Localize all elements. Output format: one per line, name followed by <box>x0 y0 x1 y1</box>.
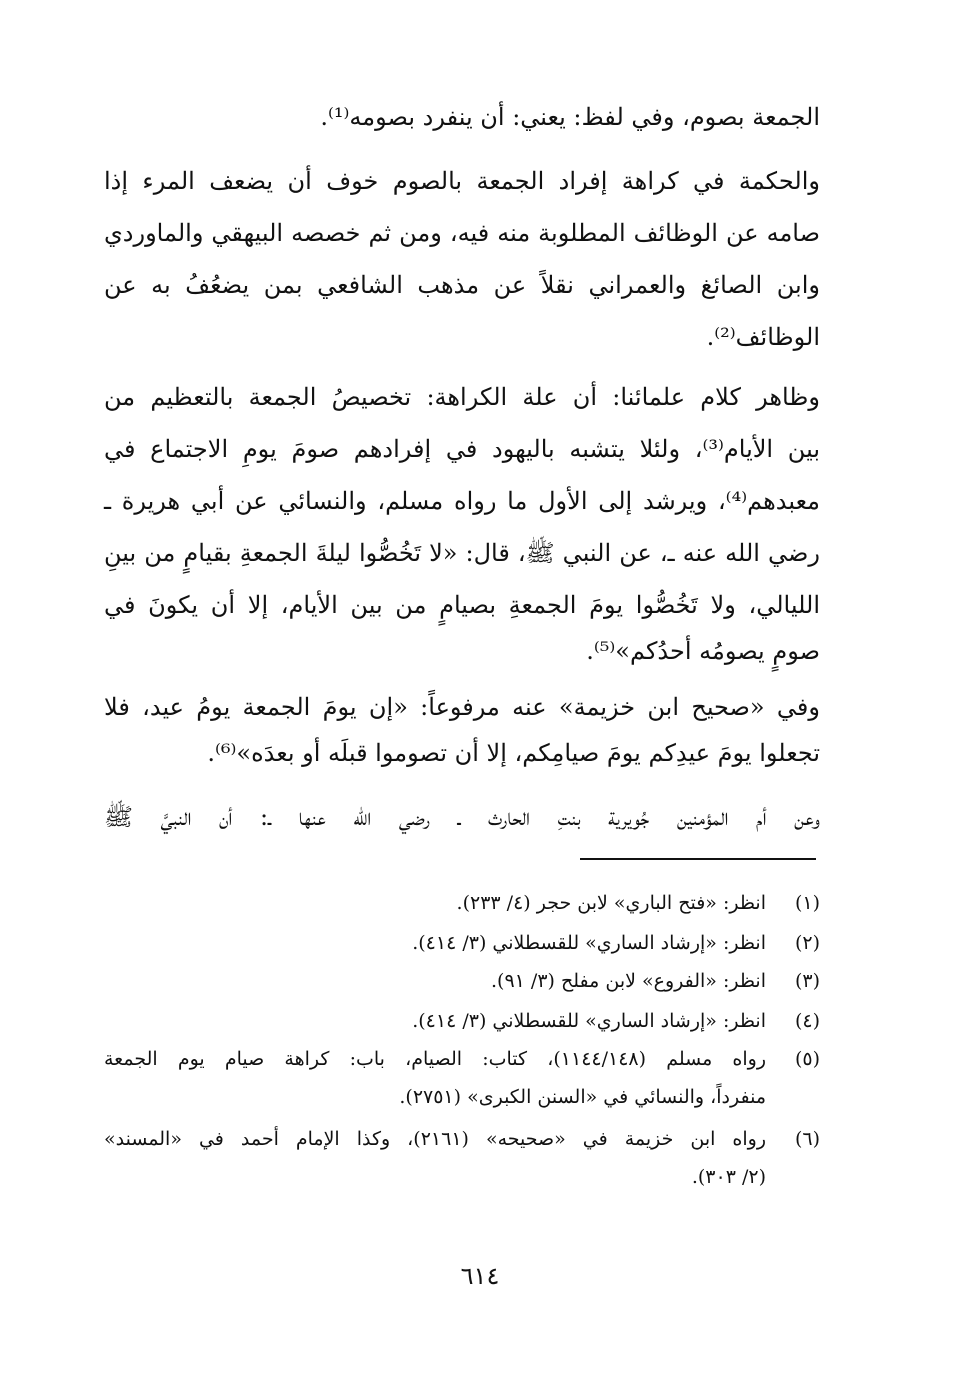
body-line: معبدهم⁽⁴⁾، ويرشد إلى الأول ما رواه مسلم، والنسائي عن أبي هريرة ـ <box>104 487 820 515</box>
footnote-text: منفرداً، والنسائي في «السنن الكبرى» (٢٧٥١). <box>399 1086 766 1108</box>
footnote-text: رواه مسلم (١١٤٤/١٤٨)، كتاب: الصيام، باب: كراهة صيام يوم الجمعة <box>104 1048 766 1070</box>
footnote-separator <box>580 858 816 860</box>
body-line: وعن أم المؤمنين جُويرية بنتِ الحارث ـ رضي الله عنها ـ: أن النبيَّ ﷺ <box>104 803 820 831</box>
footnote-text: انظر: «الفروع» لابن مفلح (٣/ ٩١). <box>490 970 766 992</box>
footnote-text: انظر: «إرشاد الساري» للقسطلاني (٣/ ٤١٤). <box>412 1010 766 1032</box>
body-line: تجعلوا يومَ عيدِكم يومَ صيامِكم، إلا أن تصوموا قبلَه أو بعدَه»⁽⁶⁾. <box>207 739 820 767</box>
body-line: الوظائف⁽²⁾. <box>706 323 820 351</box>
footnote-number: (٢) <box>794 932 820 954</box>
footnote-number: (١) <box>794 892 820 914</box>
body-line: الجمعة بصوم، وفي لفظ: يعني: أن ينفرد بصومه⁽¹⁾. <box>320 103 820 131</box>
footnote-text: انظر: «إرشاد الساري» للقسطلاني (٣/ ٤١٤). <box>412 932 766 954</box>
body-line: رضي الله عنه ـ، عن النبي ﷺ، قال: «لا تَخُصُّوا ليلةَ الجمعةِ بقيامٍ من بينِ <box>104 539 820 567</box>
footnote-number: (٣) <box>794 970 820 992</box>
footnote-number: (٥) <box>794 1048 820 1070</box>
footnote-text: انظر: «فتح الباري» لابن حجر (٤/ ٢٣٣). <box>456 892 766 914</box>
footnote-text: (٢/ ٣٠٣). <box>691 1166 766 1188</box>
footnote-number: (٦) <box>794 1128 820 1150</box>
body-line: وفي «صحيح ابن خزيمة» عنه مرفوعاً: «إن يومَ الجمعة يومُ عيد، فلا <box>104 693 820 721</box>
body-line: وابن الصائغ والعمراني نقلاً عن مذهب الشافعي بمن يضعُفُ به عن <box>104 271 820 299</box>
footnote-number: (٤) <box>794 1010 820 1032</box>
body-line: والحكمة في كراهة إفراد الجمعة بالصوم خوف أن يضعف المرء إذا <box>104 167 820 195</box>
body-line: بين الأيام⁽³⁾، ولئلا يتشبه باليهود في إفرادهم صومَ يومِ الاجتماع في <box>104 435 820 463</box>
page-number: ٦١٤ <box>460 1262 500 1290</box>
body-line: وظاهر كلام علمائنا: أن علة الكراهة: تخصيصُ الجمعة بالتعظيم من <box>104 383 820 411</box>
footnote-text: رواه ابن خزيمة في «صحيحه» (٢١٦١)، وكذا الإمام أحمد في «المسند» <box>104 1128 766 1150</box>
body-line: صامه عن الوظائف المطلوبة منه فيه، ومن ثم خصصه البيهقي والماوردي <box>104 219 820 247</box>
body-line: صومٍ يصومُه أحدُكم»⁽⁵⁾. <box>586 637 820 665</box>
body-line: الليالي، ولا تَخُصُّوا يومَ الجمعةِ بصيامٍ من بين الأيام، إلا أن يكونَ في <box>104 591 820 619</box>
